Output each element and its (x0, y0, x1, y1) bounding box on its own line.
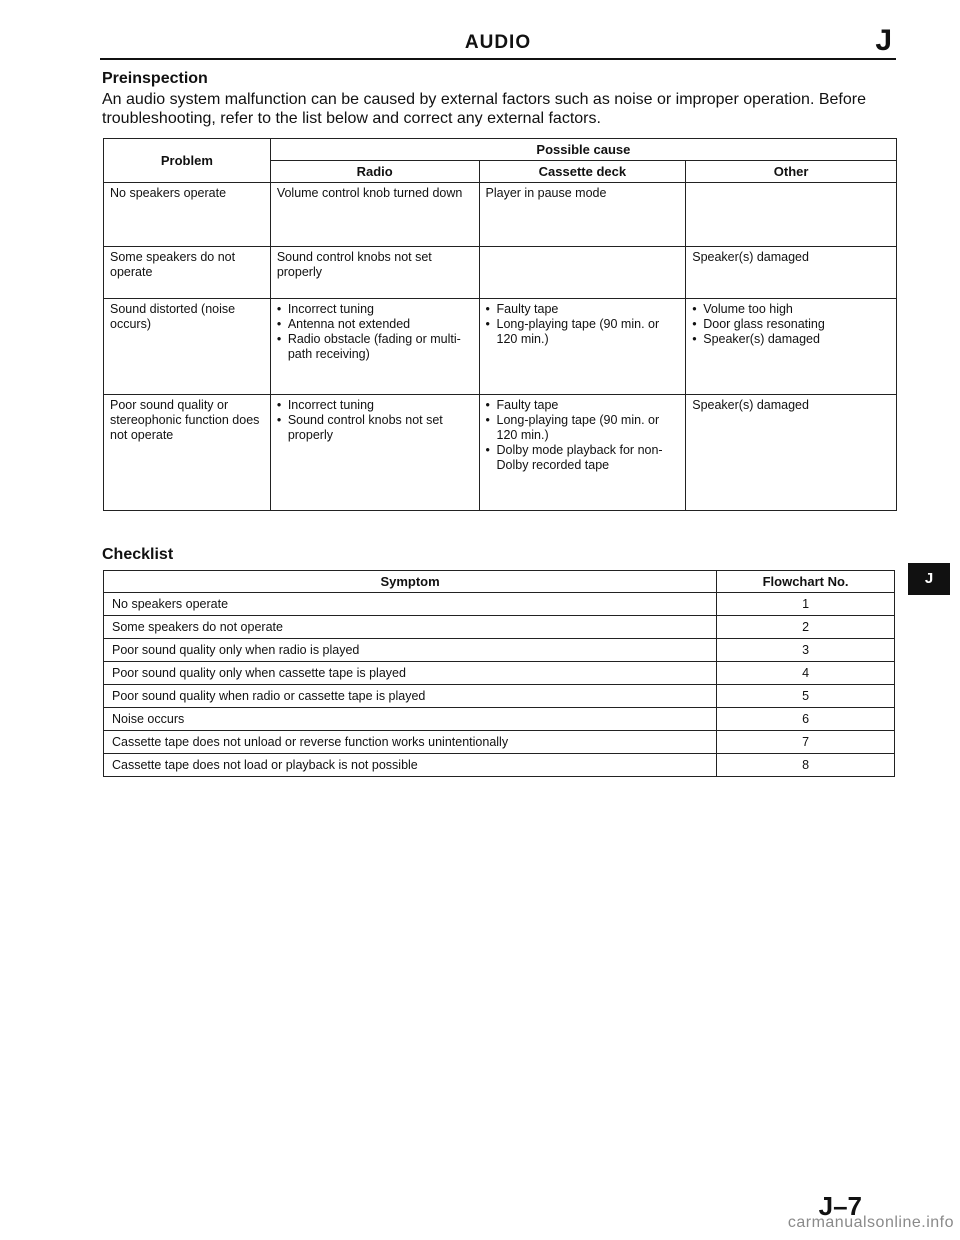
list-item: • Sound control knobs not set properly (277, 413, 473, 443)
list-item: • Volume too high (692, 302, 890, 317)
list-item: • Long-playing tape (90 min. or 120 min.) (486, 317, 680, 347)
section-letter: J (875, 24, 892, 57)
symptom-cell: Poor sound quality only when cassette tape is played (104, 662, 717, 685)
list-item: • Incorrect tuning (277, 398, 473, 413)
symptom-cell: Some speakers do not operate (104, 616, 717, 639)
flowchart-no: 2 (717, 616, 895, 639)
table-row (104, 593, 895, 616)
table-row (104, 639, 895, 662)
list-item: • Long-playing tape (90 min. or 120 min.) (486, 413, 680, 443)
list-item: • Speaker(s) damaged (692, 332, 890, 347)
flowchart-no: 6 (717, 708, 895, 731)
radio-header: Radio (270, 161, 479, 183)
other-cell: Speaker(s) damaged (686, 395, 897, 511)
cassette-cell (479, 247, 686, 299)
list-item: • Faulty tape (486, 398, 680, 413)
cassette-header: Cassette deck (479, 161, 686, 183)
table-row (104, 247, 897, 299)
table-row (104, 183, 897, 247)
list-item: • Faulty tape (486, 302, 680, 317)
cassette-cell: Player in pause mode (479, 183, 686, 247)
page-number: J–7 (818, 1191, 862, 1221)
preinspection-text: An audio system malfunction can be caused by external factors such as noise or improper operation. Before troubleshooting, refer to the list below and correct any external factors. (102, 91, 866, 127)
flowchart-no: 1 (717, 593, 895, 616)
table-row (104, 731, 895, 754)
table-row (104, 662, 895, 685)
table-row (104, 395, 897, 511)
flowchart-no: 5 (717, 685, 895, 708)
other-header: Other (686, 161, 897, 183)
problem-cell: Poor sound quality or stereophonic function does not operate (104, 395, 271, 511)
table-row (104, 754, 895, 777)
radio-cell: Volume control knob turned down (270, 183, 479, 247)
checklist-table (103, 570, 895, 777)
table-row (104, 685, 895, 708)
possible-cause-header: Possible cause (270, 139, 896, 161)
other-cell (686, 299, 897, 395)
list-item: • Radio obstacle (fading or multi-path receiving) (277, 332, 473, 362)
table-row (104, 708, 895, 731)
symptom-header: Symptom (104, 571, 717, 593)
list-item: • Door glass resonating (692, 317, 890, 332)
flowchart-no: 3 (717, 639, 895, 662)
preinspection-title: Preinspection (102, 70, 208, 87)
cassette-cell (479, 299, 686, 395)
symptom-cell: Poor sound quality when radio or cassette tape is played (104, 685, 717, 708)
list-item: • Antenna not extended (277, 317, 473, 332)
symptom-cell: Poor sound quality only when radio is played (104, 639, 717, 662)
flowchart-header: Flowchart No. (717, 571, 895, 593)
symptom-cell: Noise occurs (104, 708, 717, 731)
radio-cell (270, 395, 479, 511)
checklist-title: Checklist (102, 546, 174, 563)
problem-cell: Sound distorted (noise occurs) (104, 299, 271, 395)
table-row (104, 616, 895, 639)
list-item: • Incorrect tuning (277, 302, 473, 317)
other-cell (686, 183, 897, 247)
symptom-cell: Cassette tape does not load or playback is not possible (104, 754, 717, 777)
page-header (100, 26, 896, 60)
flowchart-no: 4 (717, 662, 895, 685)
section-tab-marker: J (908, 563, 950, 595)
problem-cell: No speakers operate (104, 183, 271, 247)
page-title: AUDIO (464, 32, 532, 53)
flowchart-no: 8 (717, 754, 895, 777)
symptom-cell: No speakers operate (104, 593, 717, 616)
radio-cell (270, 299, 479, 395)
problem-header: Problem (104, 139, 271, 183)
radio-cell: Sound control knobs not set properly (270, 247, 479, 299)
list-item: • Dolby mode playback for non-Dolby recorded tape (486, 443, 680, 473)
flowchart-no: 7 (717, 731, 895, 754)
cassette-cell (479, 395, 686, 511)
cause-table (103, 138, 897, 511)
other-cell: Speaker(s) damaged (686, 247, 897, 299)
symptom-cell: Cassette tape does not unload or reverse function works unintentionally (104, 731, 717, 754)
watermark: carmanualsonline.info (787, 1214, 954, 1231)
problem-cell: Some speakers do not operate (104, 247, 271, 299)
table-row (104, 299, 897, 395)
